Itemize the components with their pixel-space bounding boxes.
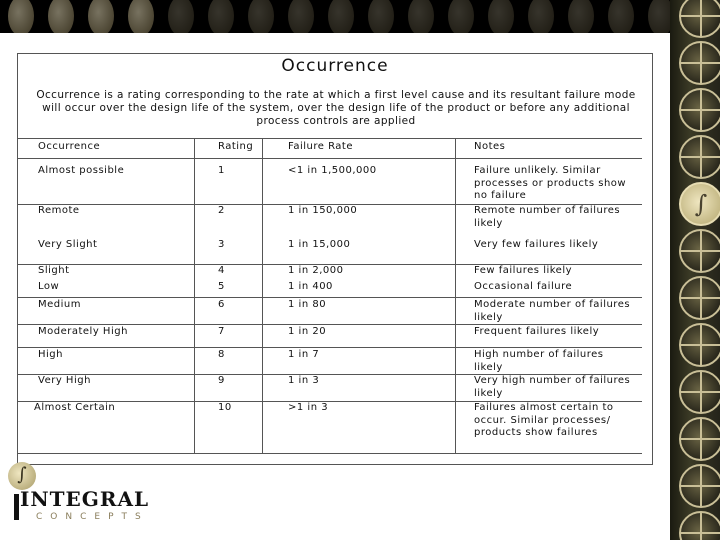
- table-cell: Remote: [38, 205, 80, 216]
- table-cell: Failure unlikely. Similar processes or products show no failure: [474, 165, 627, 201]
- decorative-disc: [679, 417, 720, 461]
- right-decorative-bar: [670, 0, 720, 540]
- table-cell: 10: [218, 402, 232, 413]
- table-rule: [455, 138, 456, 453]
- column-header-occurrence: Occurrence: [38, 141, 101, 152]
- table-rule: [18, 158, 642, 159]
- table-cell: 1 in 20: [288, 326, 327, 337]
- table-rule: [18, 324, 642, 325]
- table-rule: [18, 453, 642, 454]
- table-cell: Moderately High: [38, 326, 128, 337]
- table-cell: 8: [218, 349, 225, 360]
- decorative-disc: [679, 135, 720, 179]
- decorative-orb: [168, 0, 194, 33]
- table-cell: 7: [218, 326, 225, 337]
- decorative-orb: [648, 0, 670, 33]
- table-cell: Low: [38, 281, 60, 292]
- table-cell: 1 in 80: [288, 299, 327, 310]
- decorative-orb: [488, 0, 514, 33]
- decorative-disc: [679, 41, 720, 85]
- table-cell: 1 in 7: [288, 349, 320, 360]
- table-cell: Slight: [38, 265, 70, 276]
- table-cell: Failures almost certain to occur. Similar processes/ products show failures: [474, 402, 614, 438]
- table-cell: Very high number of failures likely: [474, 375, 631, 399]
- column-header-notes: Notes: [474, 141, 506, 152]
- table-rule: [194, 138, 195, 453]
- integral-logo-icon: ∫: [8, 462, 36, 490]
- decorative-orb: [88, 0, 114, 33]
- table-cell: 4: [218, 265, 225, 276]
- table-cell: Almost Certain: [34, 402, 116, 413]
- table-cell: 1 in 150,000: [288, 205, 358, 216]
- decorative-disc: [679, 88, 720, 132]
- decorative-disc: [679, 276, 720, 320]
- table-cell: Moderate number of failures likely: [474, 299, 631, 323]
- table-cell: >1 in 3: [288, 402, 329, 413]
- decorative-disc: [679, 0, 720, 38]
- table-cell: 1 in 3: [288, 375, 320, 386]
- logo-wordmark: INTEGRAL: [20, 487, 150, 511]
- table-cell: Remote number of failures likely: [474, 205, 621, 229]
- decorative-disc: [679, 511, 720, 540]
- table-cell: <1 in 1,500,000: [288, 165, 377, 176]
- table-rule: [262, 138, 263, 453]
- table-cell: High: [38, 349, 63, 360]
- table-cell: Very High: [38, 375, 91, 386]
- table-cell: 9: [218, 375, 225, 386]
- table-cell: 1 in 2,000: [288, 265, 344, 276]
- decorative-orb: [368, 0, 394, 33]
- decorative-disc: [679, 323, 720, 367]
- table-cell: 1 in 400: [288, 281, 333, 292]
- table-cell: Very few failures likely: [474, 239, 599, 250]
- decorative-orb: [208, 0, 234, 33]
- integral-glyph-icon: ∫: [694, 190, 708, 218]
- intro-text: Occurrence is a rating corresponding to the rate at which a first level cause and its resultant failure mode will occur over the design life of the system, over the design life of the product or before any additional process controls are applied: [36, 89, 636, 127]
- decorative-orb: [288, 0, 314, 33]
- table-cell: 2: [218, 205, 225, 216]
- logo-bar: [14, 494, 19, 520]
- decorative-disc: [679, 464, 720, 508]
- table-cell: 3: [218, 239, 225, 250]
- decorative-disc: [679, 370, 720, 414]
- table-cell: Few failures likely: [474, 265, 573, 276]
- table-rule: [18, 347, 642, 348]
- decorative-orb: [328, 0, 354, 33]
- column-header-failure-rate: Failure Rate: [288, 141, 354, 152]
- decorative-orb: [128, 0, 154, 33]
- table-cell: Occasional failure: [474, 281, 573, 292]
- logo-subtitle: CONCEPTS: [36, 512, 149, 522]
- table-cell: Very Slight: [38, 239, 98, 250]
- integral-concepts-logo: [8, 462, 168, 532]
- decorative-orb: [408, 0, 434, 33]
- table-cell: 1 in 15,000: [288, 239, 351, 250]
- decorative-orb: [528, 0, 554, 33]
- decorative-orb: [608, 0, 634, 33]
- table-cell: Medium: [38, 299, 81, 310]
- decorative-orb: [448, 0, 474, 33]
- table-cell: Almost possible: [38, 165, 125, 176]
- table-cell: 6: [218, 299, 225, 310]
- decorative-orb: [48, 0, 74, 33]
- decorative-orb: [568, 0, 594, 33]
- top-decorative-bar: [0, 0, 670, 33]
- table-cell: 5: [218, 281, 225, 292]
- decorative-disc: [679, 229, 720, 273]
- integral-side-icon: [679, 182, 720, 226]
- table-rule: [18, 297, 642, 298]
- table-cell: High number of failures likely: [474, 349, 604, 373]
- decorative-orb: [248, 0, 274, 33]
- occurrence-slide: [17, 53, 653, 465]
- table-cell: Frequent failures likely: [474, 326, 600, 337]
- table-rule: [18, 138, 642, 139]
- page-title: Occurrence: [281, 56, 389, 76]
- decorative-orb: [8, 0, 34, 33]
- column-header-rating: Rating: [218, 141, 254, 152]
- table-cell: 1: [218, 165, 225, 176]
